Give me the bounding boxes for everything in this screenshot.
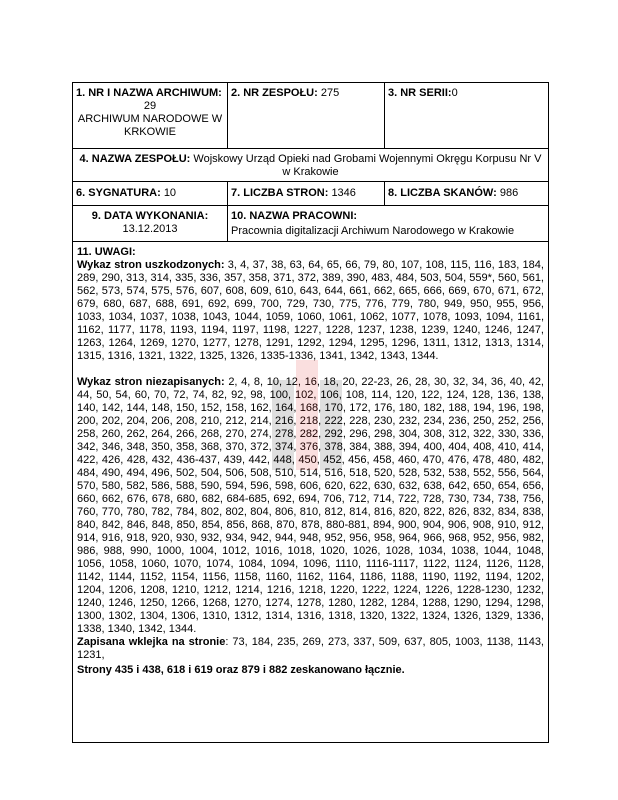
archive-name: ARCHIWUM NARODOWE W KRKOWIE <box>77 113 223 138</box>
notes-label: 11. UWAGI: <box>77 246 136 258</box>
notes-section <box>73 242 548 742</box>
series-no-label: 3. NR SERII: <box>388 87 452 99</box>
fonds-no-label: 2. NR ZESPOŁU: <box>231 87 318 99</box>
archive-label: 1. NR I NAZWA ARCHIWUM: <box>76 87 222 99</box>
fonds-name-label: 4. NAZWA ZESPOŁU: <box>79 153 191 165</box>
fonds-name-cell <box>73 149 548 181</box>
scans-label: 8. LICZBA SKANÓW: <box>388 187 497 199</box>
insert-label: Zapisana wklejka na stronie <box>77 636 226 648</box>
fonds-name-value: Wojskowy Urząd Opieki nad Grobami Wojennymi Okręgu Korpusu Nr V w Krakowie <box>193 153 542 178</box>
fonds-no-cell <box>228 83 385 148</box>
scans-value: 986 <box>499 187 519 199</box>
damaged-pages <box>77 259 544 363</box>
date-value: 13.12.2013 <box>122 223 178 235</box>
blank-label: Wykaz stron niezapisanych: <box>77 376 225 388</box>
signature-cell <box>73 182 228 205</box>
date-label: 9. DATA WYKONANIA: <box>91 210 209 222</box>
insert-pages <box>77 636 544 662</box>
pages-cell <box>228 182 385 205</box>
row-archive <box>73 83 548 149</box>
joined-note: Strony 435 i 438, 618 i 619 oraz 879 i 882 zeskanowano łącznie. <box>77 664 405 676</box>
scans-cell <box>385 182 548 205</box>
row-date-workshop <box>73 206 548 242</box>
row-fonds-name <box>73 149 548 182</box>
series-no-cell <box>385 83 548 148</box>
metadata-form <box>72 82 549 743</box>
date-cell <box>73 206 228 241</box>
blank-value: 2, 4, 8, 10, 12, 16, 18, 20, 22-23, 26, 28, 30, 32, 34, 36, 40, 42, 44, 50, 54, 60, 70, 72, 74, 82, 92, 98, 100, 102, 106, 108, 114, 120, 122, 124, 128, 136, 138, 140, 142, 144, 148, 150, 152, 158, 162, 164, 168, 170, 172, 176, 180, 182, 188, 194, 196, 198, 200, 202, 204, 206, 208, 210, 212, 214, 216, 218, 222, 228, 230, 232, 234, 236, 250, 252, 256, 258, 260, 262, 264, 266, 268, 270, 274, 278, 282, 292, 296, 298, 304, 308, 312, 322, 330, 336, 342, 346, 348, 350, 358, 368, 370, 372, 374, 376, 378, 384, 388, 394, 400, 404, 408, 410, 414, 422, 426, 428, 432, 436-437, 439, 442, 448, 450, 452, 456, 458, 460, 470, 476, 478, 480, 482, 484, 490, 494, 496, 502, 504, 506, 508, 510, 514, 516, 518, 520, 528, 532, 538, 552, 556, 564, 570, 580, 582, 586, 588, 590, 594, 596, 598, 606, 620, 622, 630, 632, 638, 642, 650, 654, 656, 660, 662, 676, 678, 680, 682, 684-685, 692, 694, 706, 712, 714, 722, 728, 730, 734, 738, 756, 760, 770, 780, 782, 784, 802, 802, 804, 806, 810, 812, 814, 816, 820, 822, 826, 832, 834, 838, 840, 842, 846, 848, 850, 854, 856, 868, 870, 878, 880-881, 894, 900, 904, 906, 908, 910, 912, 914, 916, 918, 920, 930, 932, 934, 942, 944, 948, 952, 956, 958, 964, 966, 968, 952, 956, 982, 986, 988, 990, 1000, 1004, 1012, 1016, 1018, 1020, 1026, 1028, 1034, 1038, 1044, 1048, 1056, 1058, 1060, 1070, 1074, 1084, 1094, 1096, 1110, 1116-1117, 1122, 1124, 1126, 1128, 1142, 1144, 1152, 1154, 1156, 1158, 1160, 1162, 1164, 1186, 1188, 1190, 1192, 1194, 1202, 1204, 1206, 1208, 1210, 1212, 1214, 1216, 1218, 1220, 1222, 1224, 1226, 1228-1230, 1232, 1240, 1246, 1250, 1266, 1268, 1270, 1274, 1278, 1280, 1282, 1284, 1288, 1290, 1294, 1298, 1300, 1302, 1304, 1306, 1310, 1312, 1314, 1316, 1318, 1320, 1322, 1324, 1326, 1329, 1336, 1338, 1340, 1342, 1344. <box>77 376 544 635</box>
damaged-value: 3, 4, 37, 38, 63, 64, 65, 66, 79, 80, 107, 108, 115, 116, 183, 184, 289, 290, 313, 314, 335, 336, 357, 358, 371, 372, 389, 390, 483, 484, 503, 504, 559*, 560, 561, 562, 573, 574, 575, 576, 607, 608, 609, 610, 643, 644, 661, 662, 665, 666, 669, 670, 671, 672, 679, 680, 687, 688, 691, 692, 699, 700, 729, 730, 775, 776, 779, 780, 949, 950, 955, 956, 1033, 1034, 1037, 1038, 1043, 1044, 1059, 1060, 1061, 1062, 1077, 1078, 1093, 1094, 1161, 1162, 1177, 1178, 1193, 1194, 1197, 1198, 1227, 1228, 1237, 1238, 1239, 1240, 1246, 1247, 1263, 1264, 1269, 1270, 1277, 1278, 1291, 1292, 1294, 1295, 1296, 1311, 1312, 1313, 1314, 1315, 1316, 1321, 1322, 1325, 1326, 1335-1336, 1341, 1342, 1343, 1344. <box>77 259 544 362</box>
workshop-value: Pracownia digitalizacji Archiwum Narodowego w Krakowie <box>231 225 515 237</box>
insert-value: : 73, 184, 235, 269, 273, 337, 509, 637, 805, 1003, 1138, 1143, 1231, <box>77 636 544 661</box>
series-no-value: 0 <box>451 87 458 99</box>
notes-body <box>77 246 544 677</box>
signature-label: 6. SYGNATURA: <box>76 187 161 199</box>
blank-pages <box>77 376 544 636</box>
fonds-no-value: 275 <box>320 87 340 99</box>
archive-cell <box>73 83 228 148</box>
pages-label: 7. LICZBA STRON: <box>231 187 329 199</box>
row-counts <box>73 182 548 206</box>
damaged-label: Wykaz stron uszkodzonych: <box>77 259 225 271</box>
signature-value: 10 <box>163 187 177 199</box>
workshop-label: 10. NAZWA PRACOWNI: <box>231 210 358 222</box>
pages-value: 1346 <box>331 187 356 199</box>
archive-number: 29 <box>143 100 157 112</box>
workshop-cell <box>228 206 548 241</box>
